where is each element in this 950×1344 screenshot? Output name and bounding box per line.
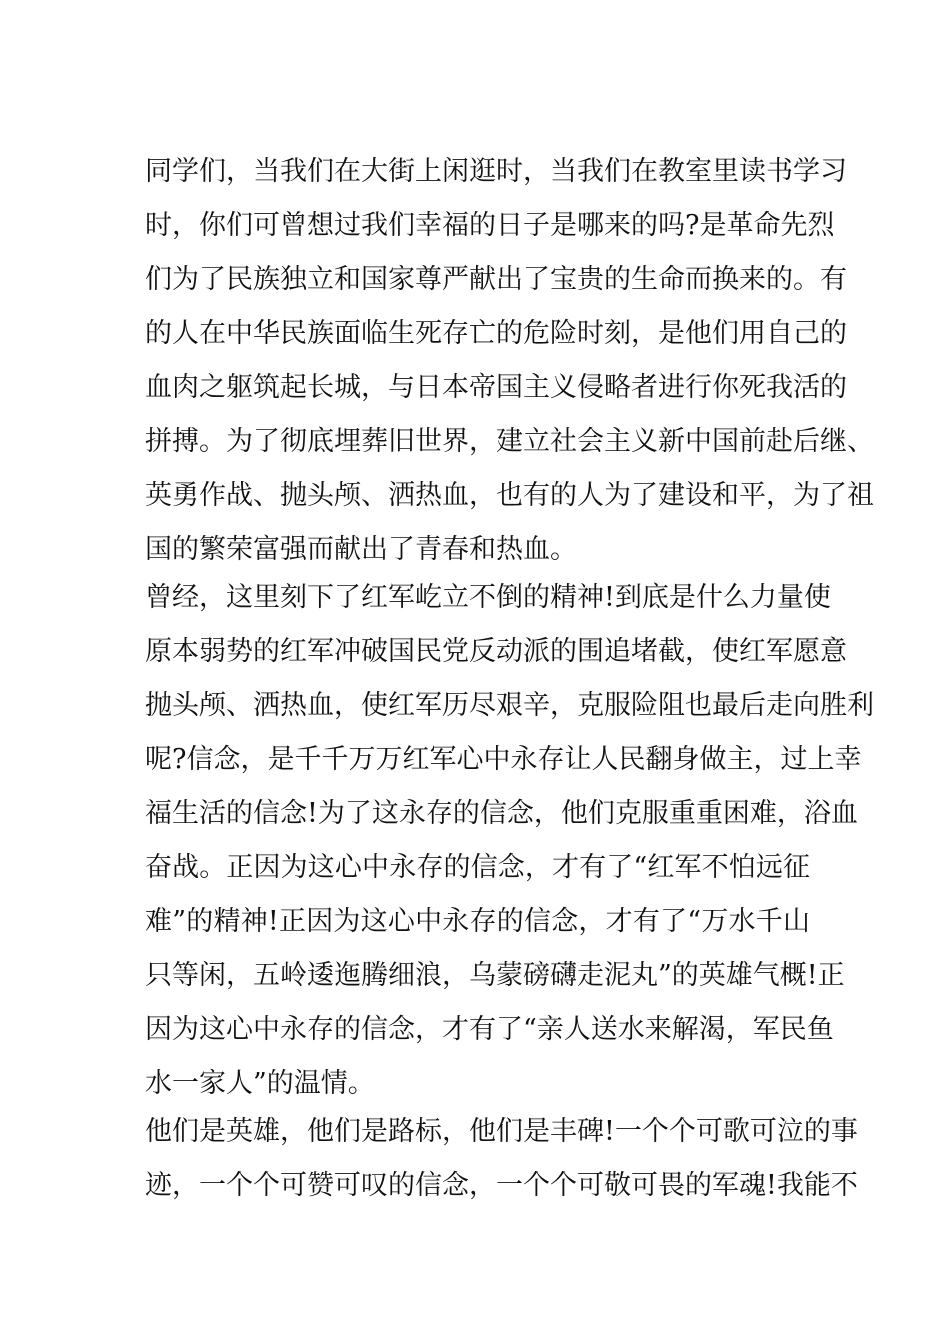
text-line: 因为这心中永存的信念，才有了“亲人送水来解渴，军民鱼: [145, 1014, 834, 1045]
text-line: 的人在中华民族面临生死存亡的危险时刻，是他们用自己的: [145, 318, 847, 349]
text-line: 国的繁荣富强而献出了青春和热血。: [145, 534, 577, 565]
text-line: 时，你们可曾想过我们幸福的日子是哪来的吗?是革命先烈: [145, 210, 835, 241]
text-line: 拼搏。为了彻底埋葬旧世界，建立社会主义新中国前赴后继、: [145, 426, 874, 457]
text-line: 血肉之躯筑起长城，与日本帝国主义侵略者进行你死我活的: [145, 372, 847, 403]
text-line: 原本弱势的红军冲破国民党反动派的围追堵截，使红军愿意: [145, 636, 847, 667]
text-line: 呢?信念，是千千万万红军心中永存让人民翻身做主，过上幸: [145, 744, 862, 775]
text-line: 难”的精神!正因为这心中永存的信念，才有了“万水千山: [145, 906, 810, 937]
text-line: 水一家人”的温情。: [145, 1068, 375, 1099]
text-line: 们为了民族独立和国家尊严献出了宝贵的生命而换来的。有: [145, 264, 847, 295]
text-line: 迹，一个个可赞可叹的信念，一个个可敬可畏的军魂!我能不: [145, 1170, 858, 1201]
text-line: 英勇作战、抛头颅、洒热血，也有的人为了建设和平，为了祖: [145, 480, 874, 511]
text-line: 他们是英雄，他们是路标，他们是丰碑!一个个可歌可泣的事: [145, 1116, 858, 1147]
paragraph-3: [145, 1105, 858, 1213]
text-line: 抛头颅、洒热血，使红军历尽艰辛，克服险阻也最后走向胜利: [145, 690, 874, 721]
text-line: 福生活的信念!为了这永存的信念，他们克服重重困难，浴血: [145, 798, 858, 829]
text-line: 同学们，当我们在大街上闲逛时，当我们在教室里读书学习: [145, 156, 847, 187]
paragraph-1: [145, 145, 874, 577]
text-line: 奋战。正因为这心中永存的信念，才有了“红军不怕远征: [145, 852, 810, 883]
text-line: 只等闲，五岭逶迤腾细浪，乌蒙磅礴走泥丸”的英雄气概!正: [145, 960, 845, 991]
text-line: 曾经，这里刻下了红军屹立不倒的精神!到底是什么力量使: [145, 582, 831, 613]
paragraph-2: [145, 571, 874, 1111]
